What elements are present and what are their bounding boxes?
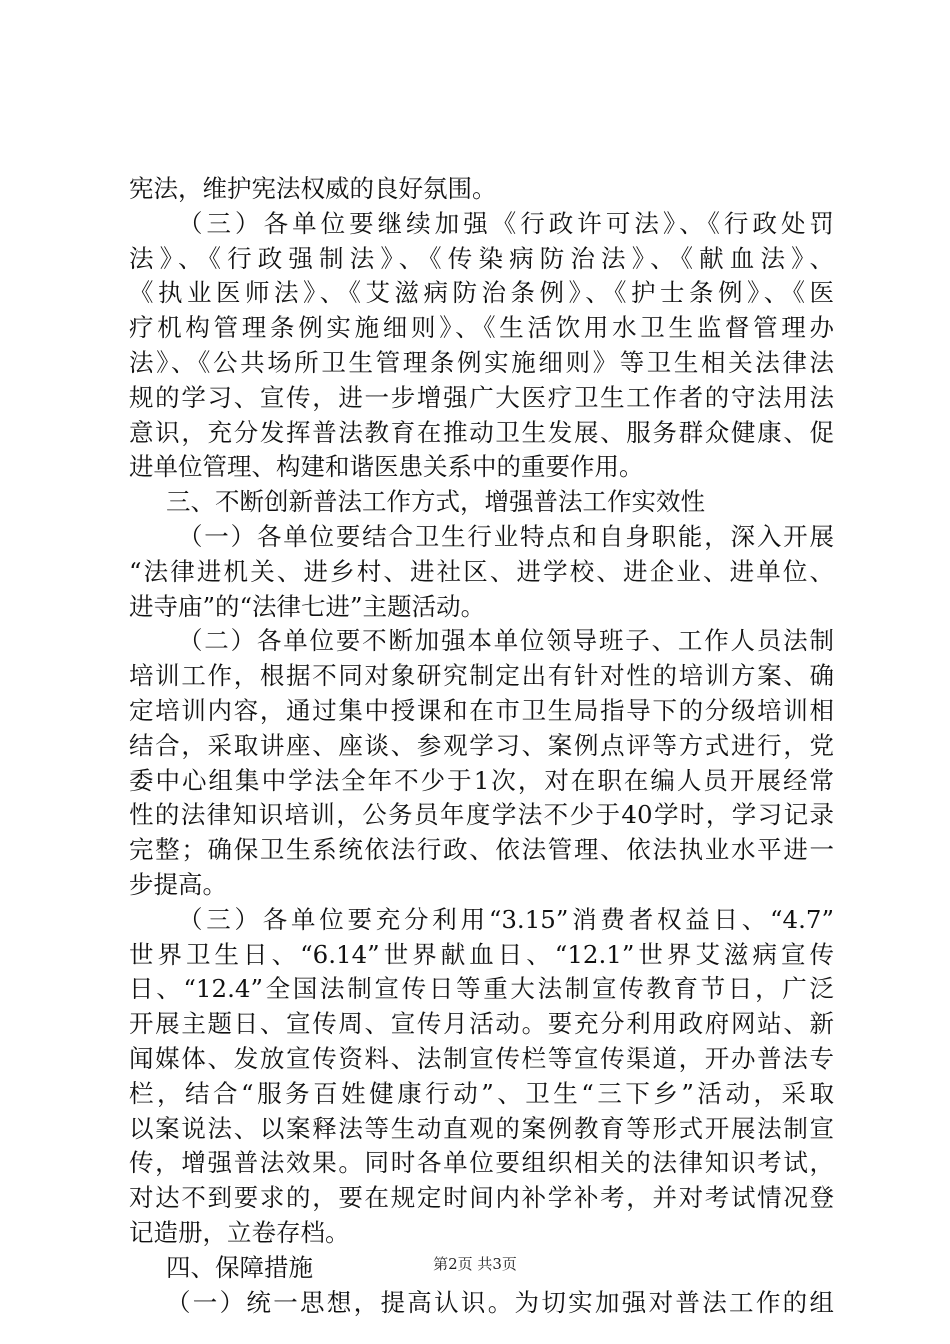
- text-line: 委中心组集中学法全年不少于1次，对在职在编人员开展经常: [129, 765, 834, 795]
- text-line: “法律进机关、进乡村、进社区、进学校、进企业、进单位、: [129, 556, 834, 586]
- text-line: 进寺庙”的“法律七进”主题活动。: [129, 591, 486, 621]
- text-line: 进单位管理、构建和谐医患关系中的重要作用。: [129, 452, 644, 482]
- text-line: 宪法，维护宪法权威的良好氛围。: [129, 174, 497, 203]
- text-line: （一）统一思想，提高认识。为切实加强对普法工作的组: [166, 1287, 834, 1317]
- page-footer: [0, 1253, 950, 1274]
- text-line: 结合，采取讲座、座谈、参观学习、案例点评等方式进行，党: [129, 730, 834, 760]
- page-number: 第2页 共3页: [433, 1255, 517, 1273]
- section-heading: 三、不断创新普法工作方式，增强普法工作实效性: [166, 487, 705, 517]
- text-line: 以案说法、以案释法等生动直观的案例教育等形式开展法制宣: [129, 1113, 834, 1143]
- text-line: 完整；确保卫生系统依法行政、依法管理、依法执业水平进一: [129, 835, 834, 865]
- text-line: 记造册，立卷存档。: [129, 1217, 350, 1247]
- text-line: （三）各单位要继续加强《行政许可法》、《行政处罚: [178, 208, 834, 238]
- text-line: 闻媒体、发放宣传资料、法制宣传栏等宣传渠道，开办普法专: [129, 1043, 834, 1073]
- text-line: 栏，结合“服务百姓健康行动”、卫生“三下乡”活动，采取: [129, 1078, 834, 1108]
- text-line: （二）各单位要不断加强本单位领导班子、工作人员法制: [178, 626, 834, 656]
- text-line: 意识，充分发挥普法教育在推动卫生发展、服务群众健康、促: [129, 417, 834, 447]
- text-line: 法》、《公共场所卫生管理条例实施细则》等卫生相关法律法: [129, 347, 834, 377]
- text-line: （一）各单位要结合卫生行业特点和自身职能，深入开展: [178, 521, 834, 551]
- text-line: 传，增强普法效果。同时各单位要组织相关的法律知识考试，: [129, 1148, 834, 1178]
- text-line: 疗机构管理条例实施细则》、《生活饮用水卫生监督管理办: [129, 313, 834, 343]
- text-line: 对达不到要求的，要在规定时间内补学补考，并对考试情况登: [129, 1183, 834, 1213]
- text-line: 《执业医师法》、《艾滋病防治条例》、《护士条例》、《医: [129, 278, 834, 308]
- text-line: 定培训内容，通过集中授课和在市卫生局指导下的分级培训相: [129, 695, 834, 725]
- text-line: 开展主题日、宣传周、宣传月活动。要充分利用政府网站、新: [129, 1009, 834, 1039]
- text-line: （三）各单位要充分利用“3.15”消费者权益日、“4.7”: [178, 904, 834, 934]
- text-line: 世界卫生日、“6.14”世界献血日、“12.1”世界艾滋病宣传: [129, 939, 834, 969]
- text-line: 性的法律知识培训，公务员年度学法不少于40学时，学习记录: [129, 800, 834, 830]
- text-line: 步提高。: [129, 869, 227, 899]
- text-line: 培训工作，根据不同对象研究制定出有针对性的培训方案、确: [129, 661, 834, 691]
- text-line: 日、“12.4”全国法制宣传日等重大法制宣传教育节日，广泛: [129, 974, 834, 1004]
- section-heading: 四、保障措施: [166, 1252, 313, 1282]
- document-body: [129, 172, 834, 1320]
- text-line: 规的学习、宣传，进一步增强广大医疗卫生工作者的守法用法: [129, 382, 834, 412]
- text-line: 法》、《行政强制法》、《传染病防治法》、《献血法》、: [129, 243, 834, 273]
